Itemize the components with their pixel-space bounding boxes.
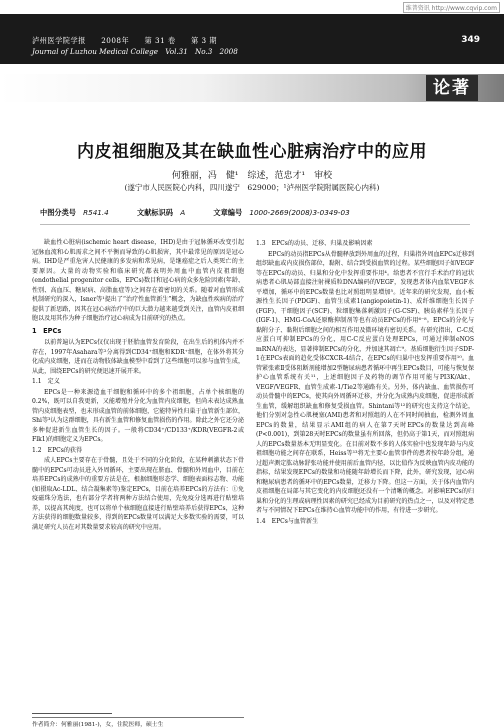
body-column-left [32, 238, 244, 532]
article-affiliation: (遂宁市人民医院心内科，四川遂宁 629000；¹泸州医学院附属医院心内科) [124, 183, 380, 192]
article-meta [40, 208, 470, 218]
journal-header [0, 14, 504, 64]
section-heading: 1.1 定义 [32, 378, 60, 385]
section-tag: 论著 [426, 75, 478, 101]
paragraph: EPCs是一种来源造血干细胞和循环中的多个祖细胞，占单个核细胞的0.2%，既可以自我更新，又能增殖并分化为血管内皮细胞，但尚未表达成熟血管内皮细胞表型，也未形成血管的前体细胞，它能特异性归巢于血管新生部位，Shi等³认为这群细胞，具有新生血管和修复血管损伤的作用。除此之外它还分泌多种促进新生血管生长的因子。一般将CD34⁺/CD133⁺/KDR(VEGFR-2或Flk1)的细胞定义为EPCs。 [32, 388, 244, 443]
section-heading: 1.4 EPCs与血管新生 [256, 517, 319, 525]
clc-code: 中图分类号 R541.4 [40, 208, 109, 217]
section-heading: 1 EPCs [32, 326, 62, 335]
section-heading: 1.2 EPCs的获得 [32, 446, 83, 454]
footnote-rule [32, 713, 112, 714]
author-footnote: 作者简介：何雅丽(1981-)，女，住院医师，硕士生 [32, 717, 244, 728]
article-title: 内皮祖细胞及其在缺血性心脏病治疗中的应用 [77, 142, 427, 162]
section-heading: 1.3 EPCs的动员、迁移、归巢及影响因素 [256, 240, 373, 247]
paragraph: EPCs的动员指EPCs从骨髓释放到外周血的过程，归巢指外周血EPCs迁移到组织缺血或内皮损伤部位，黏附、结合到受损血管的过程。某些细胞因子如VEGF等在EPCs的动员、归巢和分化中发挥重要作用⁴。给患者不宜行手术治疗的冠状病患者心肌局部直接注射裸质粒DNA编码的VEGF，发现患者体内血浆VEGF水平增加，循环中的EPCs数量也比对照组明显增加⁵。近年来的研究发现，血小板源性生长因子(PDGF)、血管生成素1(angiopoietin-1)、成纤维细胞生长因子(FGF)、干细胞因子(SCF)、粒细胞集落刺激因子(G-CSF)、胰岛素样生长因子(IGF-1)、HMG-CoA还原酶抑制剂等也有动员EPCs的作用⁶⁻⁸。EPCs的分化与黏附分子、黏附后细胞之间的相互作用及微环境有密切关系。有研究指出，C-C反应蛋白可抑制EPCs的分化，用C-C反应蛋白处理EPCs，可通过抑制eNOS mRNA的表达，显著抑制EPCs的分化，并加速其凋亡⁹。基质细胞衍生因子SDF-1在EPCs表面的趋化受体CXCR-4结合，在EPCs的归巢中也发挥重要作用¹⁰。血管紧张素Ⅱ受体阻断剂能增加2型糖尿病患者循环中再生EPCs数目，可能与恢复保护心血管系统有关¹¹，上述细胞因子及药物的调节作用可能与PI3K/Akt、VEGF/VEGFR、血管生成素-1/Tie2等通路有关。另外，体内缺血、血管损伤可动员骨髓中的EPCs，使其向外周循环迁移，并分化为成熟内皮细胞，促进形成新生血管，缓解组织缺血和修复受损血管。Shintani等¹²的研究也支持这个结论，他们分别对急性心肌梗塞(AMI)患者和对照组的人在不同时间抽血，检测外周血EPCs的数量，结果显示AMI组的病人在第7天时EPCs的数量达到高峰(P<0.001)，到第28天时EPCs的数量虽有所回落，但仍高于第1天，而对照组病人的EPCs数量基本无明显变化。在目前对数不多的人体实验中也发现年龄与内皮祖细胞功能之间存在联系，Heiss等¹³将无主要心血管事件的患者按年龄分组，通过超声测定肱动脉舒张功能并使用前后血管内径，以比值作为反映血管内皮功能的指标，结果发现EPCs的数量和功能随年龄增长而下降，此外，研究发现，冠心病和糖尿病患者的循环中的EPCs数量，迁移力下降。但这一方面，关于体内血管内皮祖细胞在局部与其它变化的内皮细胞还没有一个清晰的概念。对影响EPCs的归巢和分化的生理或病理性因素的研究已经成为目前研究的热点之一，以及对特定患者与不同情况下EPCs在维持心血管功能中的作用，有待进一步研究。 [256, 250, 474, 514]
journal-citation-en: Journal of Luzhou Medical College Vol.31 No.3 2008 [32, 47, 238, 56]
watermark: 维普资讯 http://www.cqvip.com [403, 2, 500, 13]
journal-citation-cn: 泸州医学院学报 2008年 第 31 卷 第 3 期 [32, 36, 218, 45]
body-column-right [256, 238, 474, 527]
paragraph: 成人EPCs主要存在于骨髓，且处于不同的分化阶段，在某种刺激状态下骨髓中的EPCs可动员进入外周循环，主要出现在脐血、骨髓和外周血中，目前在培养EPCs的成熟中的重要方法是在，根据细胞形态学、细胞表面标志物、功能(如摄取Ac-LDL、结合凝集素等)鉴定EPCs，目前在培养EPCs的方法有：①免疫磁珠分选法，也有部分学者将两种方法结合使用，先免疫分选再进行贴壁培养，以提高其纯度，也可以将单个核细胞直接进行贴壁培养后获得EPCs，这种方法获得的细胞数量较多，得到的EPCs数量可以满足大多数实验的需要，可以满足研究人员在对其数量要求较高的研究中应用。 [32, 457, 244, 531]
page-number: 349 [461, 35, 480, 45]
paragraph: 缺血性心脏病(ischemic heart disease，IHD)是由于冠脉循环改变引起冠脉血流和心肌需求之间不平衡而导致的心肌损害，其中最常见的原因是冠心病。IHD是严重危害人民健康的多发病和常见病，是继癌症之后人类死亡的主要原因。大量的动物实验和临床研究都表明外周血中血管内皮祖细胞(endothelial progenitor cells，EPCs)数目和冠心病的众多危险因素(年龄、性别、高血压、糖尿病、高脂血症等)之间存在着密切的关系。随着对血管形成机制研究的深入，Isner等¹提出了“治疗性血管新生”概念，为缺血性疾病的治疗提供了新思路，因其在冠心病治疗中的巨大潜力越来越受到关注，血管内皮祖细胞以及用其作为种子细胞治疗冠心病成为目前研究的热点。 [32, 239, 244, 322]
doc-code: 文献标识码 A [137, 208, 186, 217]
paragraph: 以前普遍认为EPCs仅仅出现于胚胎血管发育阶段，在出生后的机体内并不存在，1997年Asahara等²分离得到CD34⁺细胞和KDR⁺细胞，在体外将其分化成内皮细胞，进而在动物肢体缺血模型中看到了这些细胞可以参与血管生成，从此，围绕EPCs的研究便迅速开展开来。 [32, 339, 244, 375]
article-authors: 何雅丽，冯 健¹ 综述，范忠才¹ 审校 [171, 171, 333, 181]
meta-divider [40, 224, 470, 225]
article-id: 文章编号 1000-2669(2008)3-0349-03 [213, 208, 350, 217]
